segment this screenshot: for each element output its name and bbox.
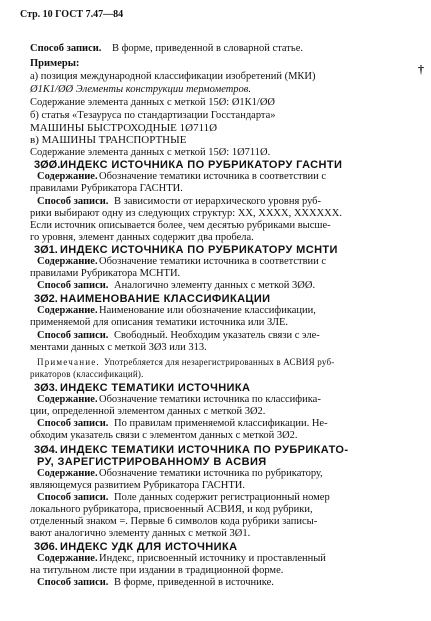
line-text: Поле данных содержит регистрационный номер <box>114 492 330 503</box>
term-label: Способ записи. <box>37 492 109 503</box>
section-number: 3Ø3. <box>34 382 58 394</box>
section-number: 3Ø2. <box>34 293 58 305</box>
line-text: правилами Рубрикатора ГАСНТИ. <box>30 183 183 194</box>
line-text: правилами Рубрикатора МСНТИ. <box>30 268 181 279</box>
line-text: Ø1К1/ØØ Элементы конструкции термометров. <box>30 84 251 95</box>
line-text: вают аналогично элементу данных с меткой 3Ø1. <box>30 528 251 539</box>
line-text: являющемуся развитием Рубрикатора ГАСНТИ. <box>30 480 246 491</box>
line-text: локального рубрикатора, присвоенный АСВИЯ, и код рубрики, <box>30 504 313 515</box>
line-text: В форме, приведенной в источнике. <box>114 577 274 588</box>
line-text: Аналогично элементу данных с меткой 3ØØ. <box>114 280 316 291</box>
term-label: Содержание. <box>37 256 98 267</box>
section-title: ИНДЕКС ИСТОЧНИКА ПО РУБРИКАТОРУ ГАСНТИ <box>60 159 343 171</box>
term-label: Способ записи. <box>37 577 109 588</box>
section-title: ИНДЕКС ТЕМАТИКИ ИСТОЧНИКА <box>60 382 251 394</box>
line-text: Если источник описывается более, чем десятью рубриками высше- <box>30 220 331 231</box>
line-text: в) МАШИНЫ ТРАНСПОРТНЫЕ <box>30 134 187 146</box>
examples-label: Примеры: <box>30 58 80 69</box>
section-number: 3ØØ. <box>34 159 61 171</box>
term-label: Содержание. <box>37 171 98 182</box>
note-text: рикаторов (классификаций). <box>30 369 144 379</box>
line-text: б) статья «Тезауруса по стандартизации Госстандарта» <box>30 110 276 121</box>
line-text: Обозначение тематики источника в соответствии с <box>99 256 327 267</box>
section-number: 3Ø6. <box>34 541 58 553</box>
line-text: на титульном листе при издании в традиционной форме. <box>30 565 284 576</box>
line-text: Свободный. Необходим указатель связи с эле- <box>114 330 320 341</box>
section-title: РУ, ЗАРЕГИСТРИРОВАННОМУ В АСВИЯ <box>37 456 267 468</box>
term-label: Способ записи. <box>30 43 102 54</box>
section-number: 3Ø1. <box>34 244 58 256</box>
term-label: Содержание. <box>37 305 98 316</box>
section-title: ИНДЕКС ТЕМАТИКИ ИСТОЧНИКА ПО РУБРИКАТО- <box>60 444 349 456</box>
line-text: По правилам применяемой классификации. Не- <box>114 418 328 429</box>
line-text: В зависимости от иерархического уровня руб- <box>114 196 322 207</box>
line-text: ции, определенной элементом данных с меткой 3Ø2. <box>30 406 266 417</box>
line-text: Содержание элемента данных с меткой 15Ø: Ø1К1/ØØ <box>30 97 275 108</box>
margin-mark: † <box>418 62 424 76</box>
term-label: Способ записи. <box>37 330 109 341</box>
term-label: Способ записи. <box>37 280 109 291</box>
section-title: ИНДЕКС ИСТОЧНИКА ПО РУБРИКАТОРУ МСНТИ <box>60 244 338 256</box>
line-text: а) позиция международной классификации изобретений (МКИ) <box>30 71 316 82</box>
term-label: Способ записи. <box>37 418 109 429</box>
section-number: 3Ø4. <box>34 444 58 456</box>
line-text: МАШИНЫ БЫСТРОХОДНЫЕ 1Ø711Ø <box>30 122 218 134</box>
term-label: Содержание. <box>37 553 98 564</box>
line-text: Обозначение тематики источника в соответствии с <box>99 171 327 182</box>
line-text: Обозначение тематики источника по классифика- <box>99 394 321 405</box>
line-text: ментами данных с меткой 3Ø3 или 313. <box>30 342 207 353</box>
note-label: Примечание. <box>37 357 100 367</box>
line-text: Содержание элемента данных с меткой 15Ø: 1Ø711Ø. <box>30 147 271 158</box>
section-title: НАИМЕНОВАНИЕ КЛАССИФИКАЦИИ <box>60 293 271 305</box>
line-text: Индекс, присвоенный источнику и проставленный <box>99 553 326 564</box>
line-text: В форме, приведенной в словарной статье. <box>112 43 303 54</box>
note-text: Употребляется для незарегистрированных в АСВИЯ руб- <box>104 357 335 367</box>
line-text: отделенный знаком =. Первые 6 символов кода рубрики записы- <box>30 516 318 527</box>
term-label: Содержание. <box>37 468 98 479</box>
section-title: ИНДЕКС УДК ДЛЯ ИСТОЧНИКА <box>60 541 238 553</box>
page-header-label: Стр. 10 ГОСТ 7.47—84 <box>20 9 124 20</box>
line-text: го уровня, элемент данных содержит два пробела. <box>30 232 254 243</box>
term-label: Способ записи. <box>37 196 109 207</box>
line-text: применяемой для описания тематики источника или ЗЛЕ. <box>30 317 288 328</box>
term-label: Содержание. <box>37 394 98 405</box>
line-text: Наименование или обозначение классификации, <box>99 305 316 316</box>
line-text: обходим указатель связи с элементом данных с меткой 3Ø2. <box>30 430 298 441</box>
line-text: рики выбирают одну из следующих структур: XX, XXXX, XXXXXX. <box>30 208 342 219</box>
line-text: Обозначение тематики источника по рубрикатору, <box>99 468 323 479</box>
